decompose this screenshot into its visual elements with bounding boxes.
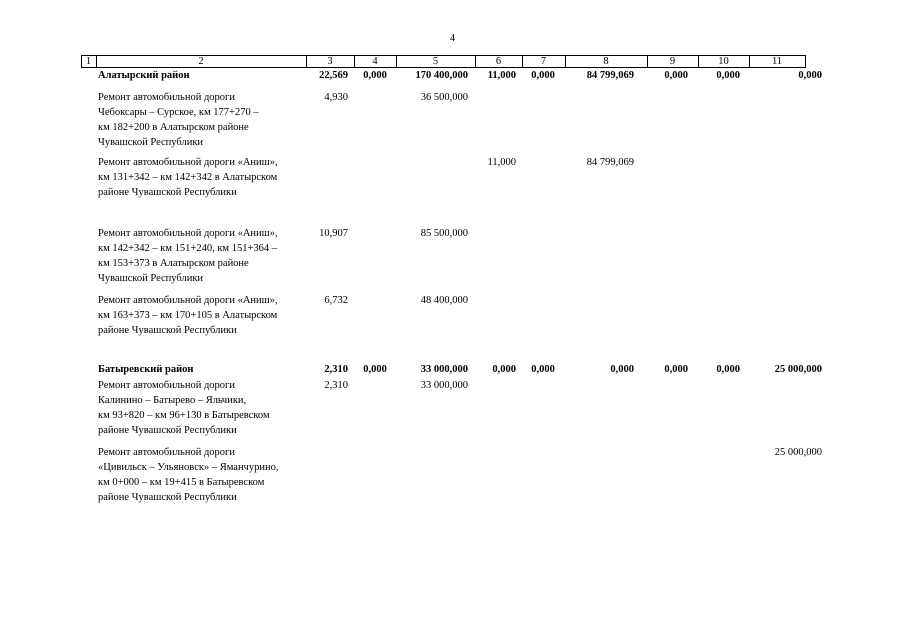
cell-col3: 22,569: [319, 70, 348, 81]
column-header: 6: [495, 56, 502, 67]
cell-col3: 2,310: [324, 364, 348, 375]
road-description: Ремонт автомобильной дороги «Аниш», км 163+373 – км 170+105 в Алатырском районе Чувашской Республики: [98, 295, 278, 336]
cell-col6: 0,000: [492, 364, 516, 375]
cell-col3: 10,907: [319, 228, 348, 239]
column-header: 4: [372, 56, 378, 67]
cell-col9: 0,000: [664, 70, 688, 81]
cell-col7: 0,000: [531, 70, 555, 81]
road-description: Ремонт автомобильной дороги Калинино – Батырево – Яльчики, км 93+820 – км 96+130 в Батыревском районе Чувашской Республики: [98, 380, 270, 436]
cell-col11: 25 000,000: [774, 364, 822, 375]
cell-col3: 2,310: [324, 380, 348, 391]
page-number: 4: [449, 33, 456, 44]
road-description: Ремонт автомобильной дороги «Цивильск – Ульяновск» – Яманчурино, км 0+000 – км 19+415 в Батыревском районе Чувашской Республики: [98, 447, 279, 503]
cell-col8: 0,000: [610, 364, 634, 375]
column-header: 11: [771, 56, 783, 67]
cell-col9: 0,000: [664, 364, 688, 375]
cell-col10: 0,000: [716, 70, 740, 81]
cell-col5: 33 000,000: [420, 364, 468, 375]
column-header: 7: [540, 56, 547, 67]
cell-col11: 25 000,000: [774, 447, 822, 458]
cell-col5: 33 000,000: [420, 380, 468, 391]
cell-col5: 85 500,000: [420, 228, 468, 239]
road-description: Ремонт автомобильной дороги Чебоксары – Сурское, км 177+270 – км 182+200 в Алатырском районе Чувашской Республики: [98, 92, 259, 148]
cell-col5: 48 400,000: [420, 295, 468, 306]
cell-col11: 0,000: [798, 70, 822, 81]
column-header: 8: [603, 56, 609, 67]
road-description: Ремонт автомобильной дороги «Аниш», км 131+342 – км 142+342 в Алатырском районе Чувашской Республики: [98, 157, 278, 198]
district-name: Алатырский район: [98, 70, 190, 81]
cell-col4: 0,000: [363, 70, 387, 81]
cell-col8: 84 799,069: [586, 70, 634, 81]
column-header: 3: [327, 56, 333, 67]
column-header: 9: [669, 56, 676, 67]
cell-col3: 4,930: [324, 92, 348, 103]
cell-col6: 11,000: [487, 70, 516, 81]
cell-col8: 84 799,069: [586, 157, 634, 168]
column-header: 10: [718, 56, 729, 67]
column-header: 2: [198, 56, 204, 67]
cell-col4: 0,000: [363, 364, 387, 375]
cell-col3: 6,732: [324, 295, 348, 306]
cell-col5: 170 400,000: [415, 70, 468, 81]
cell-col5: 36 500,000: [420, 92, 468, 103]
road-description: Ремонт автомобильной дороги «Аниш», км 142+342 – км 151+240, км 151+364 – км 153+373 в Алатырском районе Чувашской Республики: [98, 228, 278, 284]
header-divider: [805, 55, 806, 67]
column-header: 1: [85, 56, 92, 67]
column-header: 5: [432, 56, 439, 67]
cell-col6: 11,000: [487, 157, 516, 168]
district-name: Батыревский район: [98, 364, 194, 375]
cell-col10: 0,000: [716, 364, 740, 375]
cell-col7: 0,000: [531, 364, 555, 375]
